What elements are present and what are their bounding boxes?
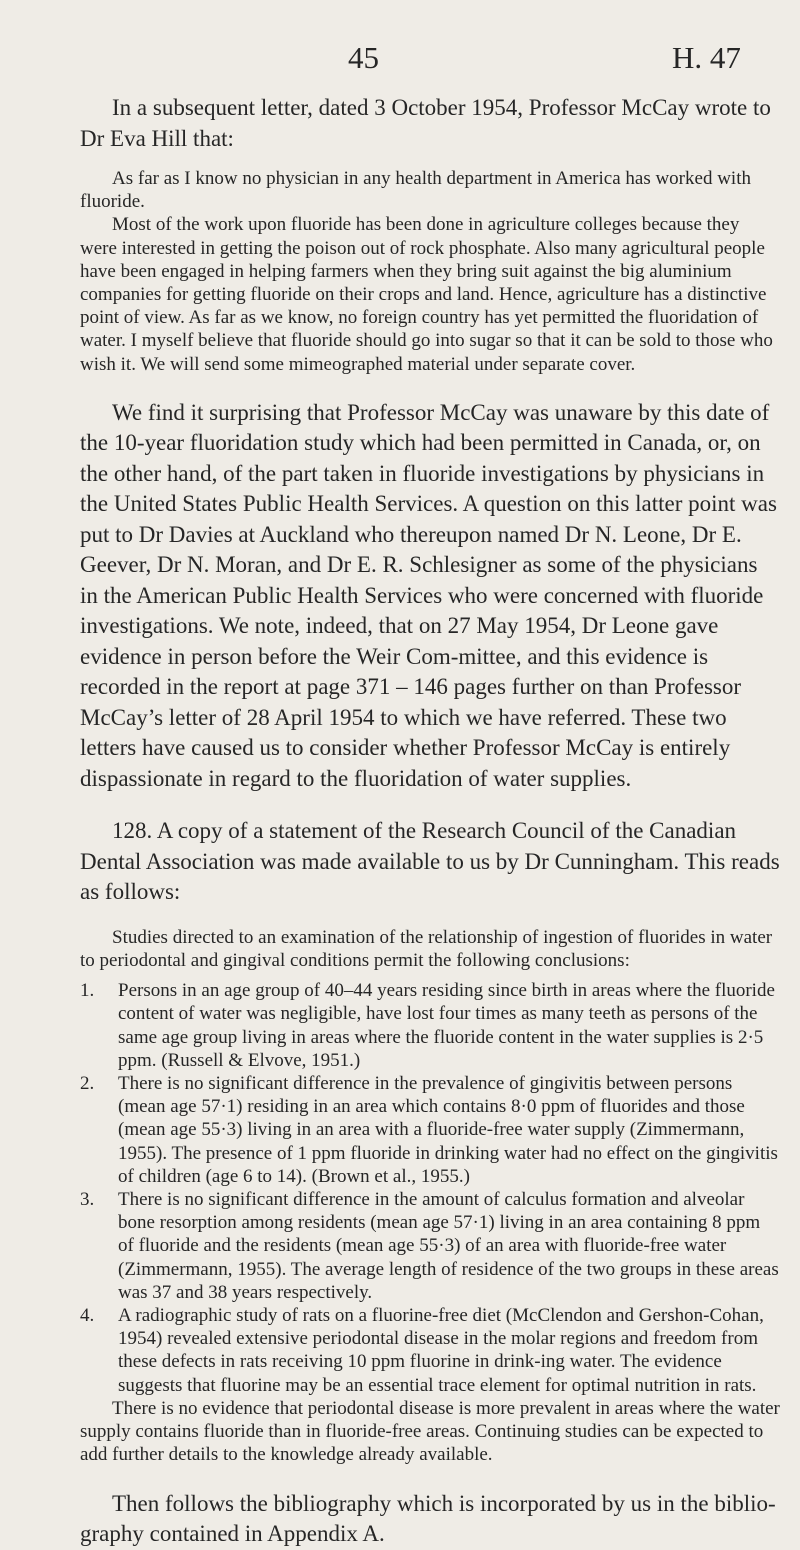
conclusion-item	[80, 1188, 780, 1304]
commentary-paragraph: We find it surprising that Professor McCay was unaware by this date of the 10-year fluoridation study which had been permitted in Canada, or, on the other hand, of the part taken in fluoride investigations by physicians in the United States Public Health Services. A question on this latter point was put to Dr Davies at Auckland who thereupon named Dr N. Leone, Dr E. Geever, Dr N. Moran, and Dr E. R. Schlesigner as some of the physicians in the American Public Health Services who were concerned with fluoride investigations. We note, indeed, that on 27 May 1954, Dr Leone gave evidence in person before the Weir Com-mittee, and this evidence is recorded in the report at page 371 – 146 pages further on than Professor McCay’s letter of 28 April 1954 to which we have referred. These two letters have caused us to consider whether Professor McCay is entirely dispassionate in regard to the fluoridation of water supplies.	[80, 399, 777, 791]
page-body	[80, 93, 780, 1550]
page-number: 45	[348, 40, 379, 75]
quoted-letter-first: As far as I know no physician in any health department in America has worked with fluoride.	[80, 168, 751, 213]
conclusion-text: Persons in an age group of 40–44 years residing since birth in areas where the fluoride content of water was negligible, have lost four times as many teeth as persons of the same age group living in areas where the fluoride content in the water supplies is 2·5 ppm. (Russell & Elvove, 1951.)	[118, 980, 775, 1071]
conclusion-item	[80, 1304, 780, 1397]
conclusion-text: A radiographic study of rats on a fluorine-free diet (McClendon and Gershon-Cohan, 1954) revealed extensive periodontal disease in the molar regions and freedom from these defects in rats receiving 10 ppm fluorine in drink-ing water. The evidence suggests that fluorine may be an essential trace element for optimal nutrition in rats.	[118, 1305, 764, 1396]
conclusion-number: 3.	[80, 1189, 95, 1211]
conclusion-number: 1.	[80, 980, 95, 1002]
bibliography-note: Then follows the bibliography which is incorporated by us in the biblio-graphy contained in Appendix A.	[80, 1490, 776, 1546]
closing-quote: There is no evidence that periodontal disease is more prevalent in areas where the water supply contains fluoride than in fluoride-free areas. Continuing studies can be expected to add further details to the knowledge already available.	[80, 1397, 780, 1466]
conclusion-number: 4.	[80, 1305, 95, 1327]
studies-intro: Studies directed to an examination of the relationship of ingestion of fluorides in water to periodontal and gingival conditions permit the following conclusions:	[80, 926, 773, 972]
paragraph-128: 128. A copy of a statement of the Research Council of the Canadian Dental Association was made available to us by Dr Cunningham. This reads as follows:	[80, 818, 780, 905]
conclusion-number: 2.	[80, 1073, 95, 1095]
intro-paragraph: In a subsequent letter, dated 3 October 1954, Professor McCay wrote to Dr Eva Hill that:	[80, 95, 771, 151]
quoted-letter-second: Most of the work upon fluoride has been done in agriculture colleges because they were interested in getting the poison out of rock phosphate. Also many agricultural people have been engaged in helping farmers when they bring suit against the big aluminium companies for getting fluoride on their crops and land. Hence, agriculture has a distinctive point of view. As far as we know, no foreign country has yet permitted the fluoridation of water. I myself believe that fluoride should go into sugar so that it can be sold to those who wish it. We will send some mimeographed material under separate cover.	[80, 214, 773, 375]
conclusion-text: There is no significant difference in the prevalence of gingivitis between persons (mean age 57·1) residing in an area which contains 8·0 ppm of fluorides and those (mean age 55·3) living in an area with a fluoride-free water supply (Zimmermann, 1955). The presence of 1 ppm fluoride in drinking water had no effect on the gingivitis of children (age 6 to 14). (Brown et al., 1955.)	[118, 1073, 778, 1187]
conclusion-text: There is no significant difference in the amount of calculus formation and alveolar bone resorption among residents (mean age 57·1) living in an area containing 8 ppm of fluoride and the residents (mean age 55·3) of an area with fluoride-free water (Zimmermann, 1955). The average length of residence of the two groups in these areas was 37 and 38 years respectively.	[118, 1189, 779, 1303]
conclusion-item	[80, 1072, 780, 1188]
document-reference: H. 47	[672, 40, 741, 75]
page-header	[0, 40, 800, 80]
conclusions-list	[80, 979, 780, 1397]
conclusion-item	[80, 979, 780, 1072]
